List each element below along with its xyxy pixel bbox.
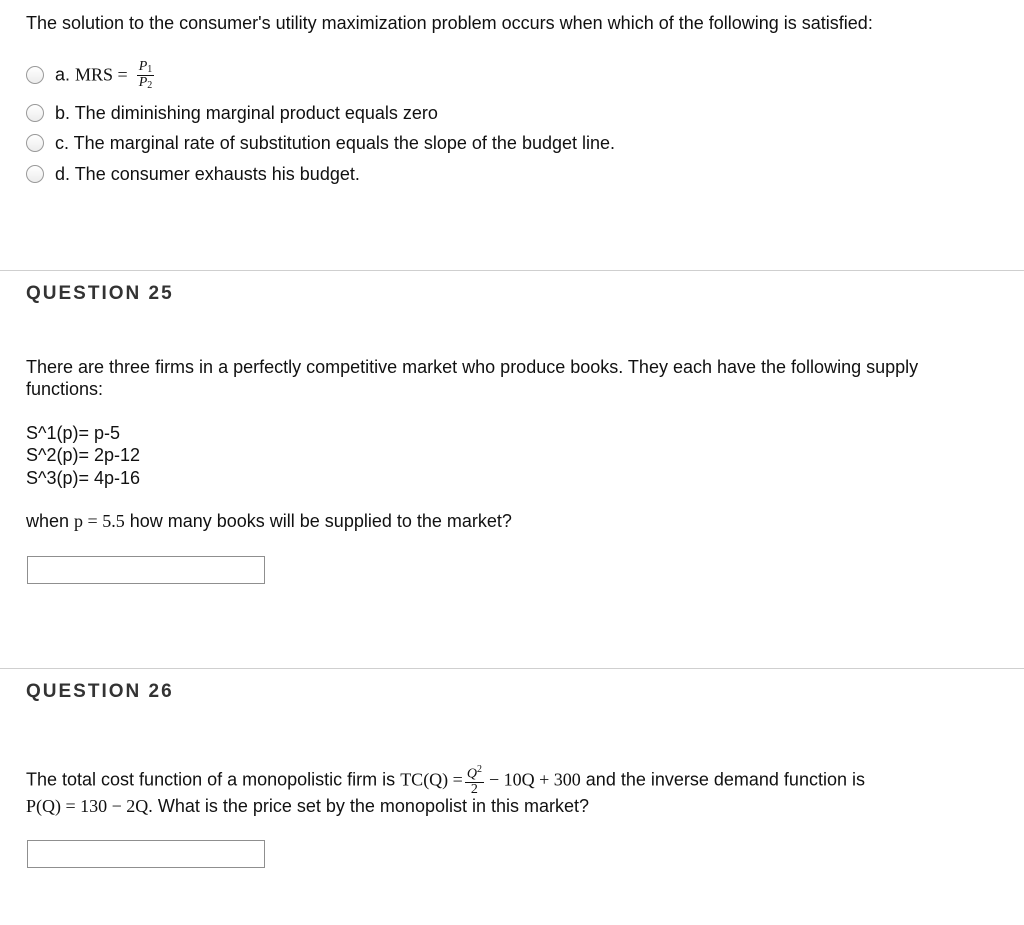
inverse-demand-math: P(Q) = 130 − 2Q. — [26, 796, 153, 816]
section-divider — [0, 270, 1024, 271]
question-26-line-1: The total cost function of a monopolistic firm is TC(Q) = $\frac{Q^2}{2}$ − 10Q + 300 and the inverse demand function is — [26, 764, 865, 797]
option-b-radio[interactable] — [26, 104, 44, 122]
question-25-line-1: There are three firms in a perfectly competitive market who produce books. They each have the following supply — [26, 357, 919, 377]
option-c-label: c. The marginal rate of substitution equals the slope of the budget line. — [55, 132, 616, 153]
option-d[interactable] — [26, 161, 360, 187]
question-26-line-2: P(Q) = 130 − 2Q. What is the price set by the monopolist in this market? — [26, 796, 590, 816]
supply-function-1: S^1(p)= p-5 — [26, 423, 120, 443]
question-26-heading: QUESTION 26 — [26, 681, 174, 702]
option-b-label: b. The diminishing marginal product equals zero — [55, 102, 438, 123]
question-25-heading: QUESTION 25 — [26, 283, 174, 304]
total-cost-fraction: $\frac{Q^2}{2}$ — [466, 764, 482, 797]
option-a-radio[interactable] — [26, 66, 44, 84]
supply-function-2: S^2(p)= 2p-12 — [26, 445, 141, 465]
section-divider — [0, 668, 1024, 669]
option-b[interactable] — [26, 100, 438, 126]
supply-function-3: S^3(p)= 4p-16 — [26, 468, 141, 488]
total-cost-math: TC(Q) = — [400, 769, 463, 790]
option-d-radio[interactable] — [26, 165, 44, 183]
question-25-ask: when p = 5.5 how many books will be supplied to the market? — [26, 511, 512, 531]
option-d-label: d. The consumer exhausts his budget. — [55, 163, 360, 184]
question-26-answer-input[interactable] — [27, 840, 265, 868]
price-ratio-fraction: $\frac{P_1}{P_2}$ — [138, 58, 153, 91]
question-25-line-2: functions: — [26, 379, 104, 399]
option-c-radio[interactable] — [26, 134, 44, 152]
price-value: p = 5.5 — [74, 511, 125, 531]
question-24-prompt: The solution to the consumer's utility maximization problem occurs when which of the following is satisfied: — [26, 13, 873, 33]
question-25-answer-input[interactable] — [27, 556, 265, 584]
option-a-label: a. MRS = $\frac{P_1}{P_2}$ — [55, 58, 153, 91]
option-c[interactable] — [26, 130, 615, 156]
option-a[interactable] — [26, 58, 154, 91]
